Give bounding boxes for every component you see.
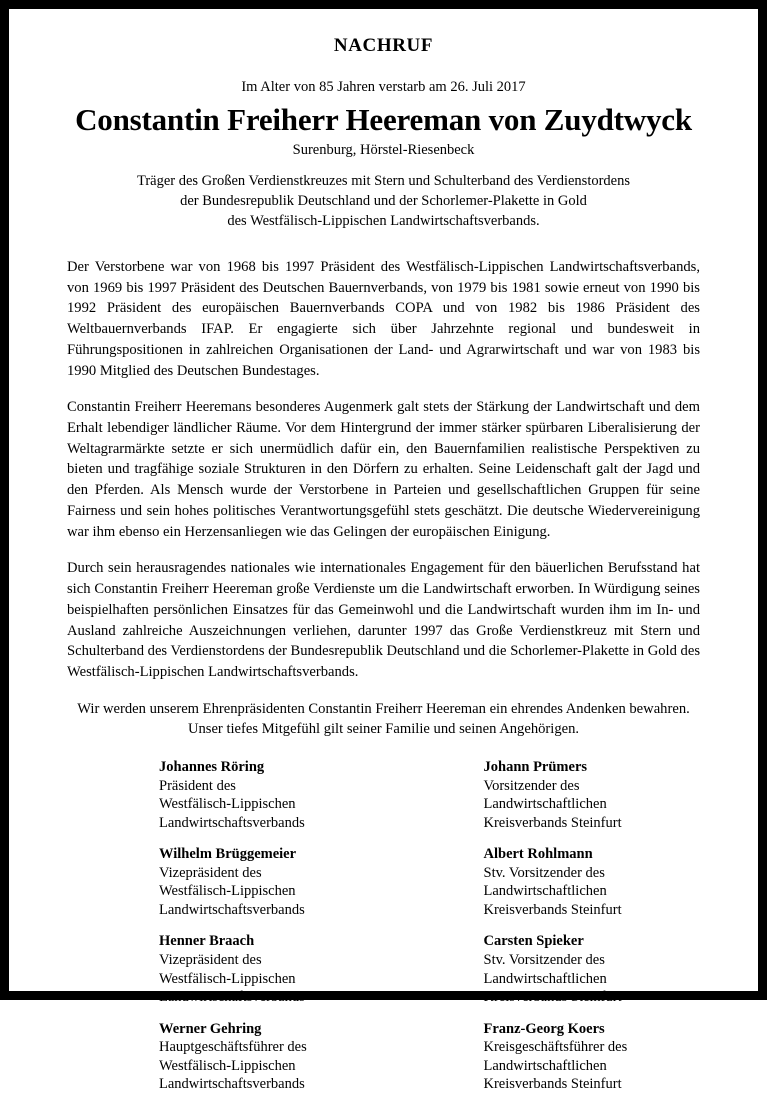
signatory-name: Johann Prümers <box>483 759 588 776</box>
signatory-role-line: Kreisgeschäftsführer des <box>483 1039 628 1056</box>
deceased-place: Surenburg, Hörstel-Riesenbeck <box>292 142 475 158</box>
honors-block <box>67 171 700 231</box>
signatory-role-line: Landwirtschaftsverbands <box>159 1076 305 1093</box>
body-paragraph-1: Der Verstorbene war von 1968 bis 1997 Präsident des Westfälisch-Lippischen Landwirtschaftsverbands, von 1969 bis 1997 Präsident des Deutschen Bauernverbands, von 1979 bis 1981 sowie erneut von 1990 bis 1992 Präsident des europäischen Bauernverbands COPA und von 1982 bis 1986 Präsident des Weltbauernverbands IFAP. Er engagierte sich über Jahrzehnte regional und bundesweit in Führungspositionen in zahlreichen Organisationen der Land- und Agrarwirtschaft und war von 1983 bis 1990 Mitglied des Deutschen Bundestages. <box>67 259 700 379</box>
honors-line-2: der Bundesrepublik Deutschland und der Schorlemer-Plakette in Gold <box>180 193 587 209</box>
signatory-name: Henner Braach <box>159 933 255 950</box>
signatory-block <box>159 932 420 1006</box>
signatory-role-line: Westfälisch-Lippischen <box>159 1057 296 1074</box>
signatory-name: Wilhelm Brüggemeier <box>159 846 297 863</box>
signatories <box>67 758 700 1107</box>
signatory-role-line: Vorsitzender des <box>483 777 580 794</box>
honors-line-1: Träger des Großen Verdienstkreuzes mit Stern und Schulterband des Verdienstordens <box>136 173 631 189</box>
document-kicker: NACHRUF <box>333 35 434 56</box>
deceased-name: Constantin Freiherr Heereman von Zuydtwyck <box>75 102 692 137</box>
signatory-role-line: Westfälisch-Lippischen <box>159 970 296 987</box>
signatory-role-line: Kreisverbands Steinfurt <box>483 989 622 1006</box>
signatories-column-right <box>420 758 681 1107</box>
signatory-role-line: Westfälisch-Lippischen <box>159 796 296 813</box>
signatory-role-line: Präsident des <box>159 777 236 794</box>
signatory-name: Johannes Röring <box>159 759 265 776</box>
signatory-role-line: Vizepräsident des <box>159 952 262 969</box>
signatory-name: Franz-Georg Koers <box>483 1020 605 1037</box>
signatory-name: Werner Gehring <box>159 1020 262 1037</box>
signatory-block <box>159 845 420 919</box>
signatory-role-line: Landwirtschaftlichen <box>483 796 607 813</box>
signatory-role-line: Stv. Vorsitzender des <box>483 864 605 881</box>
signatory-role-line: Hauptgeschäftsführer des <box>159 1039 307 1056</box>
signatory-role-line: Kreisverbands Steinfurt <box>483 901 622 918</box>
signatory-role-line: Vizepräsident des <box>159 864 262 881</box>
obituary-sheet <box>9 9 758 1093</box>
signatory-block <box>159 1020 420 1094</box>
honors-line-3: des Westfälisch-Lippischen Landwirtschaftsverbands. <box>227 213 540 229</box>
body-paragraph-2: Constantin Freiherr Heeremans besonderes Augenmerk galt stets der Stärkung der Landwirtschaft und dem Erhalt lebendiger ländlicher Räume. Vor dem Hintergrund der immer stärker spürbaren Liberalisierung der Weltagrarmärkte setzte er sich unermüdlich dafür ein, den Bauernfamilien realistische Perspektiven zu bieten und tragfähige soziale Strukturen in den Dörfern zu erhalten. Seine Leidenschaft galt der Jagd und den Pferden. Als Mensch wurde der Verstorbene in Parteien und gesellschaftlichen Gruppen für seine Fairness und sein hohes politisches Verantwortungsgefühl stets geschätzt. Die deutsche Wiedervereinigung war ihm ebenso ein Herzensanliegen wie das Gelingen der europäischen Einigung. <box>67 399 700 540</box>
signatory-block <box>484 1020 681 1094</box>
signatory-role-line: Landwirtschaftsverbands <box>159 901 305 918</box>
signatory-block <box>484 845 681 919</box>
signatory-role-line: Landwirtschaftsverbands <box>159 814 305 831</box>
signatory-role-line: Landwirtschaftlichen <box>483 970 607 987</box>
signatory-name: Carsten Spieker <box>483 933 584 950</box>
signatory-name: Albert Rohlmann <box>483 846 593 863</box>
signatory-role-line: Landwirtschaftlichen <box>483 883 607 900</box>
signatory-role-line: Landwirtschaftlichen <box>483 1057 607 1074</box>
signatories-column-left <box>159 758 420 1107</box>
signatory-role-line: Stv. Vorsitzender des <box>483 952 605 969</box>
closing-paragraph: Wir werden unserem Ehrenpräsidenten Constantin Freiherr Heereman ein ehrendes Andenken bewahren. Unser tiefes Mitgefühl gilt seiner Familie und seinen Angehörigen. <box>77 700 690 738</box>
signatory-block <box>484 932 681 1006</box>
body-paragraph-3: Durch sein herausragendes nationales wie internationales Engagement für den bäuerlichen Berufsstand hat sich Constantin Freiherr Heereman große Verdienste um die Landwirtschaft erworben. In Würdigung seines beispielhaften persönlichen Einsatzes für das Gemeinwohl und die Landwirtschaft wurden ihm im In- und Ausland zahlreiche Auszeichnungen verliehen, darunter 1997 das Große Verdienstkreuz mit Stern und Schulterband des Verdienstordens der Bundesrepublik Deutschland und die Schorlemer-Plakette in Gold des Westfälisch-Lippischen Landwirtschaftsverbands. <box>67 560 700 680</box>
death-notice-line: Im Alter von 85 Jahren verstarb am 26. Juli 2017 <box>241 79 526 95</box>
signatory-role-line: Kreisverbands Steinfurt <box>483 814 622 831</box>
signatory-block <box>484 758 681 832</box>
signatory-role-line: Landwirtschaftsverbands <box>159 989 305 1006</box>
signatory-block <box>159 758 420 832</box>
signatory-role-line: Kreisverbands Steinfurt <box>483 1076 622 1093</box>
signatory-role-line: Westfälisch-Lippischen <box>159 883 296 900</box>
